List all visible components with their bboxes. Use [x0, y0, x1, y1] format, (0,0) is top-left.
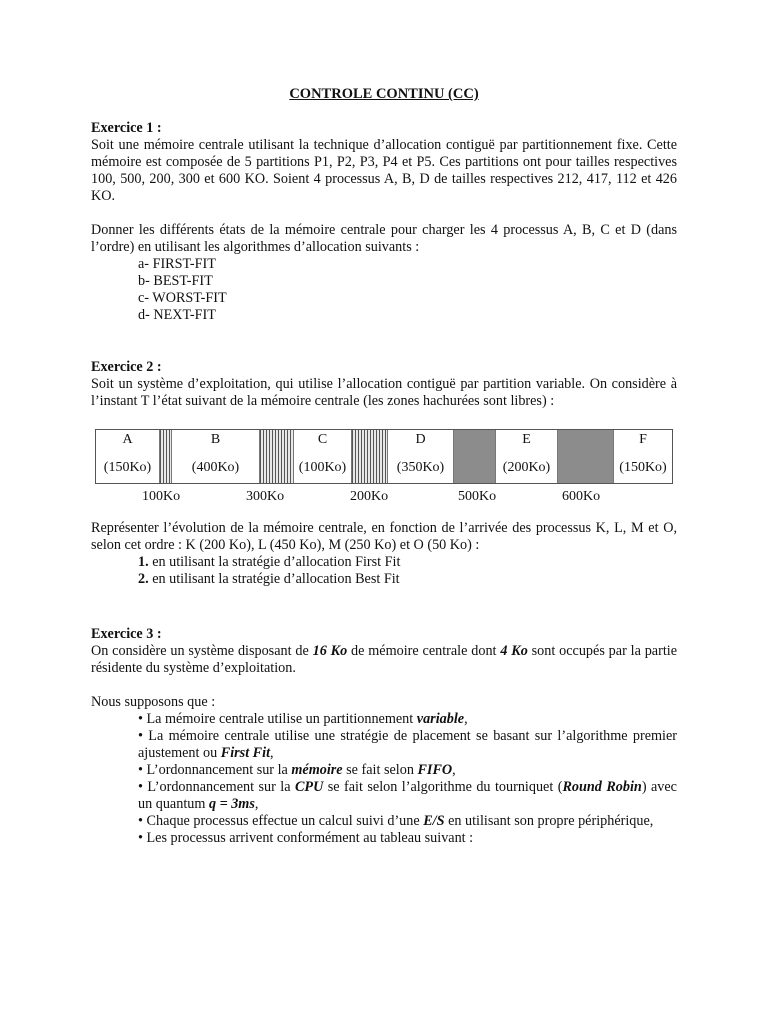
spacer — [91, 205, 677, 222]
memory-segment-c — [294, 430, 352, 483]
memory-free-zone — [454, 430, 496, 483]
list-item: • Les processus arrivent conformément au tableau suivant : — [138, 830, 474, 846]
strategy-list — [91, 554, 677, 588]
exercise-2-questions — [91, 520, 677, 588]
segment-size: (150Ko) — [103, 460, 152, 475]
memory-segment-d — [388, 430, 454, 483]
exercise-2-heading: Exercice 2 : — [91, 359, 162, 375]
list-item: • L’ordonnancement sur la CPU se fait selon l’algorithme du tourniquet (Round Robin) avec un quantum q = 3ms, — [138, 779, 677, 812]
item-number: 1. — [138, 554, 149, 570]
page-title: CONTROLE CONTINU (CC) — [289, 86, 479, 102]
memory-segment-b — [172, 430, 260, 483]
list-item: • La mémoire centrale utilise une stratégie de placement se basant sur l’algorithme premier ajustement ou First Fit, — [138, 728, 677, 761]
list-item: a- FIRST-FIT — [138, 256, 216, 272]
assumption-list — [91, 711, 677, 847]
memory-segment-e — [496, 430, 558, 483]
segment-size: (400Ko) — [191, 460, 240, 475]
memory-free-zone — [352, 430, 388, 483]
segment-size: (100Ko) — [298, 460, 347, 475]
memory-segment-a — [96, 430, 160, 483]
exercise-3 — [91, 626, 677, 847]
exercise-1 — [91, 120, 677, 324]
segment-size: (350Ko) — [396, 460, 445, 475]
list-item — [91, 554, 677, 571]
item-number: 2. — [138, 571, 149, 587]
segment-size: (200Ko) — [502, 460, 551, 475]
exercise-3-paragraph-1: On considère un système disposant de 16 Ko de mémoire centrale dont 4 Ko sont occupés par la partie résidente du système d’exploitation. — [91, 643, 678, 676]
list-item: • Chaque processus effectue un calcul suivi d’une E/S en utilisant son propre périphérique, — [138, 813, 654, 829]
exercise-3-intro: Nous supposons que : — [91, 694, 216, 710]
segment-name: B — [210, 432, 221, 447]
memory-free-zone — [160, 430, 172, 483]
list-item: c- WORST-FIT — [138, 290, 227, 306]
list-item: d- NEXT-FIT — [138, 307, 216, 323]
memory-diagram — [95, 429, 673, 484]
exercise-1-heading: Exercice 1 : — [91, 120, 162, 136]
item-text: en utilisant la stratégie d’allocation First Fit — [148, 554, 401, 570]
list-item: b- BEST-FIT — [138, 273, 213, 289]
exercise-1-paragraph-1: Soit une mémoire centrale utilisant la technique d’allocation contiguë par partitionnement fixe. Cette mémoire est composée de 5 partitions P1, P2, P3, P4 et P5. Ces partitions ont pour tailles respectives 100, 500, 200, 300 et 600 KO. Soient 4 processus A, B, D de tailles respectives 212, 417, 112 et 426 KO. — [91, 137, 677, 204]
memory-free-zone — [260, 430, 294, 483]
segment-name: A — [122, 432, 133, 447]
list-item: • L’ordonnancement sur la mémoire se fait selon FIFO, — [138, 762, 456, 778]
exercise-2-paragraph-1: Soit un système d’exploitation, qui utilise l’allocation contiguë par partition variable. On considère à l’instant T l’état suivant de la mémoire centrale (les zones hachurées sont libres) : — [91, 376, 677, 409]
segment-name: E — [522, 432, 531, 447]
segment-name: F — [639, 432, 647, 447]
free-zone-label: 100Ko — [142, 489, 181, 504]
exercise-2-paragraph-2: Représenter l’évolution de la mémoire centrale, en fonction de l’arrivée des processus K, L, M et O, selon cet ordre : K (200 Ko), L (450 Ko), M (250 Ko) et O (50 Ko) : — [91, 520, 677, 553]
free-zone-label: 500Ko — [458, 489, 497, 504]
exercise-2 — [91, 359, 677, 410]
item-text: en utilisant la stratégie d’allocation Best Fit — [148, 571, 400, 587]
memory-free-zone — [558, 430, 614, 483]
algorithm-list — [91, 256, 677, 324]
segment-name: D — [415, 432, 426, 447]
memory-segment-f — [614, 430, 672, 483]
free-zone-label: 200Ko — [350, 489, 389, 504]
list-item — [91, 571, 677, 588]
list-item: • La mémoire centrale utilise un partitionnement variable, — [138, 711, 468, 727]
spacer — [91, 677, 677, 694]
segment-size: (150Ko) — [619, 460, 667, 475]
exercise-1-paragraph-2: Donner les différents états de la mémoire centrale pour charger les 4 processus A, B, C et D (dans l’ordre) en utilisant les algorithmes d’allocation suivants : — [91, 222, 677, 255]
free-zone-label: 600Ko — [562, 489, 601, 504]
free-zone-labels — [95, 488, 673, 506]
segment-name: C — [317, 432, 328, 447]
free-zone-label: 300Ko — [246, 489, 285, 504]
exercise-3-heading: Exercice 3 : — [91, 626, 162, 642]
